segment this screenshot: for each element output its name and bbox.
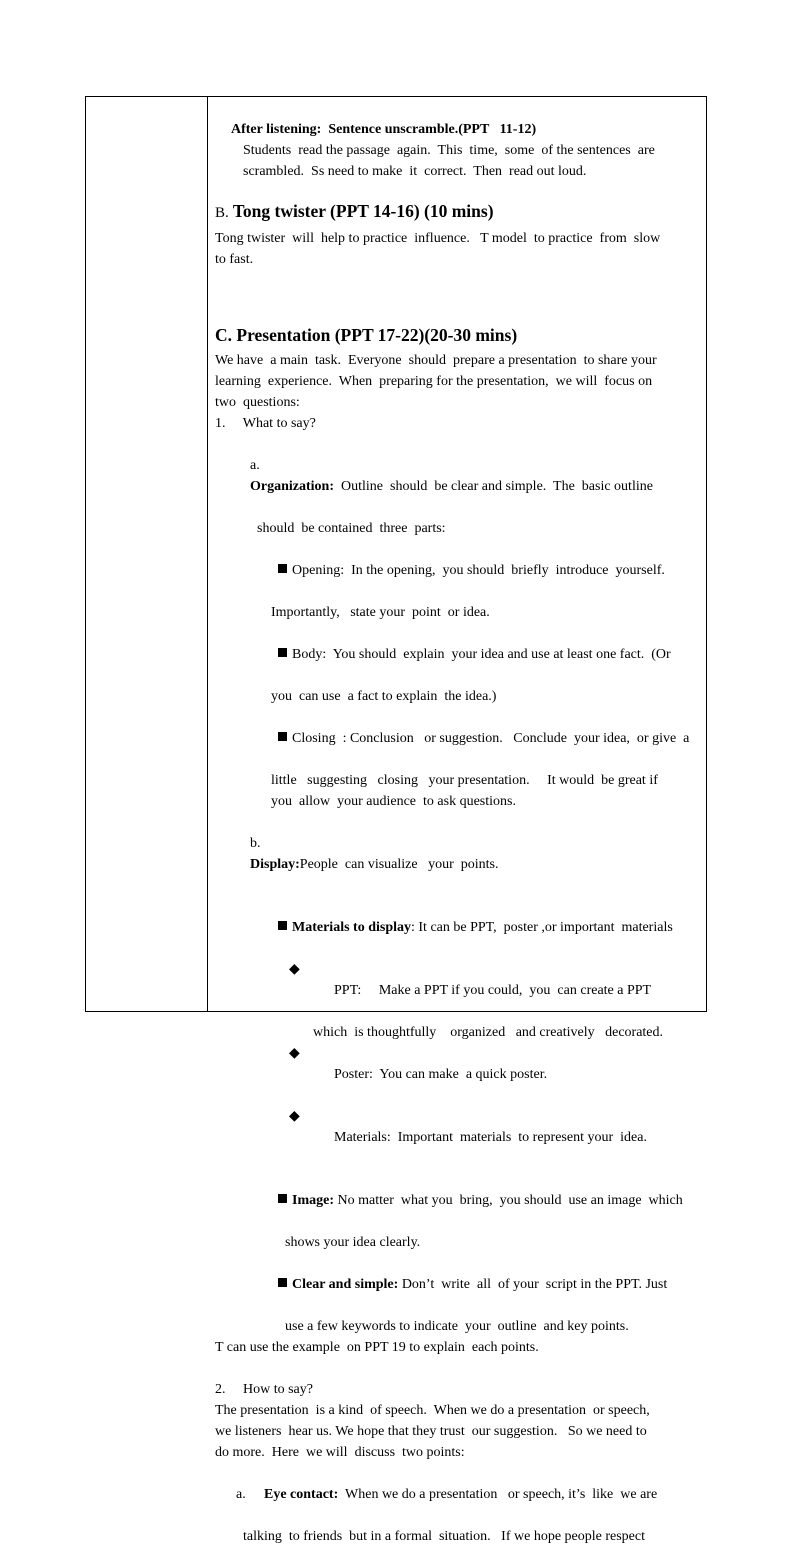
square-bullet-icon	[278, 564, 287, 573]
ppt-text-2: which is thoughtfully organized and creatively decorated.	[313, 1025, 664, 1040]
section-b-letter: B.	[215, 205, 229, 221]
materials-display-text: : It can be PPT, poster ,or important materials	[411, 920, 673, 935]
section-b-title: Tong twister (PPT 14-16) (10 mins)	[232, 201, 494, 221]
image-text-1: No matter what you bring, you should use an image which	[334, 1193, 683, 1208]
speech-line-3: do more. Here we will discuss two points:	[215, 1445, 465, 1460]
question-1: 1. What to say?	[215, 416, 316, 431]
lesson-plan-table	[85, 96, 707, 1544]
question-2: 2. How to say?	[215, 1382, 313, 1397]
opening-text-1: Opening: In the opening, you should briefly introduce yourself.	[292, 563, 665, 578]
eye-contact-label: a.	[236, 1487, 246, 1502]
materials-display-bold: Materials to display	[292, 920, 411, 935]
materials-display-item	[215, 896, 693, 959]
section-b-line-1: Tong twister will help to practice influence. T model to practice from slow	[215, 231, 661, 246]
body-item	[215, 623, 693, 686]
organization-bold: Organization:	[250, 479, 334, 494]
after-listening-line-1: Students read the passage again. This time, some of the sentences are	[243, 143, 655, 158]
eye-contact-text-2: talking to friends but in a formal situation. If we hope people respect	[243, 1529, 646, 1544]
organization-text-1: Outline should be clear and simple. The basic outline	[334, 479, 653, 494]
after-listening-title: After listening: Sentence unscramble.(PPT 11-12)	[231, 122, 537, 137]
organization-line-1	[215, 434, 693, 518]
opening-item	[215, 539, 693, 602]
display-bold: Display:	[250, 857, 300, 872]
diamond-bullet-icon: ◆	[289, 1046, 300, 1061]
section-c-intro-3: two questions:	[215, 395, 300, 410]
ppt-item	[289, 959, 693, 1022]
closing-text-3: you allow your audience to ask questions.	[271, 794, 516, 809]
ppt-text-1: PPT: Make a PPT if you could, you can create a PPT	[334, 983, 652, 998]
image-item	[215, 1169, 693, 1232]
opening-text-2: Importantly, state your point or idea.	[271, 605, 490, 620]
square-bullet-icon	[278, 921, 287, 930]
section-c-heading: C. Presentation (PPT 17-22)(20-30 mins)	[215, 325, 518, 345]
eye-contact-text-1: When we do a presentation or speech, it’s like we are	[338, 1487, 658, 1502]
square-bullet-icon	[278, 648, 287, 657]
materials-item-text: Materials: Important materials to represent your idea.	[334, 1130, 647, 1145]
display-text: People can visualize your points.	[299, 857, 499, 872]
section-b-line-2: to fast.	[215, 252, 254, 267]
clear-simple-text-1: Don’t write all of your script in the PPT. Just	[398, 1277, 668, 1292]
clear-simple-item	[215, 1253, 693, 1316]
display-label: b.	[250, 836, 261, 851]
clear-simple-text-2: use a few keywords to indicate your outline and key points.	[285, 1319, 629, 1334]
diamond-bullet-icon: ◆	[289, 1109, 300, 1124]
after-listening-line-2: scrambled. Ss need to make it correct. Then read out loud.	[243, 164, 587, 179]
display-line	[215, 812, 693, 896]
speech-line-2: we listeners hear us. We hope that they trust our suggestion. So we need to	[215, 1424, 647, 1439]
body-text-1: Body: You should explain your idea and use at least one fact. (Or	[292, 647, 671, 662]
closing-text-1: Closing : Conclusion or suggestion. Conclude your idea, or give a	[292, 731, 690, 746]
image-text-2: shows your idea clearly.	[285, 1235, 421, 1250]
example-note: T can use the example on PPT 19 to explain each points.	[215, 1340, 539, 1355]
organization-line-2: should be contained three parts:	[257, 521, 446, 536]
diamond-bullet-icon: ◆	[289, 962, 300, 977]
column-divider	[207, 97, 208, 1011]
square-bullet-icon	[278, 1278, 287, 1287]
materials-item	[289, 1106, 693, 1169]
section-c-intro-2: learning experience. When preparing for the presentation, we will focus on	[215, 374, 653, 389]
content-cell	[215, 119, 693, 1547]
square-bullet-icon	[278, 732, 287, 741]
eye-contact-bold: Eye contact:	[264, 1487, 339, 1502]
poster-text: Poster: You can make a quick poster.	[334, 1067, 548, 1082]
organization-label: a.	[250, 458, 260, 473]
section-c-intro-1: We have a main task. Everyone should prepare a presentation to share your	[215, 353, 657, 368]
clear-simple-bold: Clear and simple:	[292, 1277, 399, 1292]
section-b-heading	[215, 198, 693, 226]
poster-item	[289, 1043, 693, 1106]
eye-contact-item	[215, 1463, 693, 1526]
closing-text-2: little suggesting closing your presentation. It would be great if	[271, 773, 658, 788]
speech-line-1: The presentation is a kind of speech. When we do a presentation or speech,	[215, 1403, 650, 1418]
closing-item	[215, 707, 693, 770]
body-text-2: you can use a fact to explain the idea.)	[271, 689, 497, 704]
image-bold: Image:	[292, 1193, 334, 1208]
square-bullet-icon	[278, 1194, 287, 1203]
